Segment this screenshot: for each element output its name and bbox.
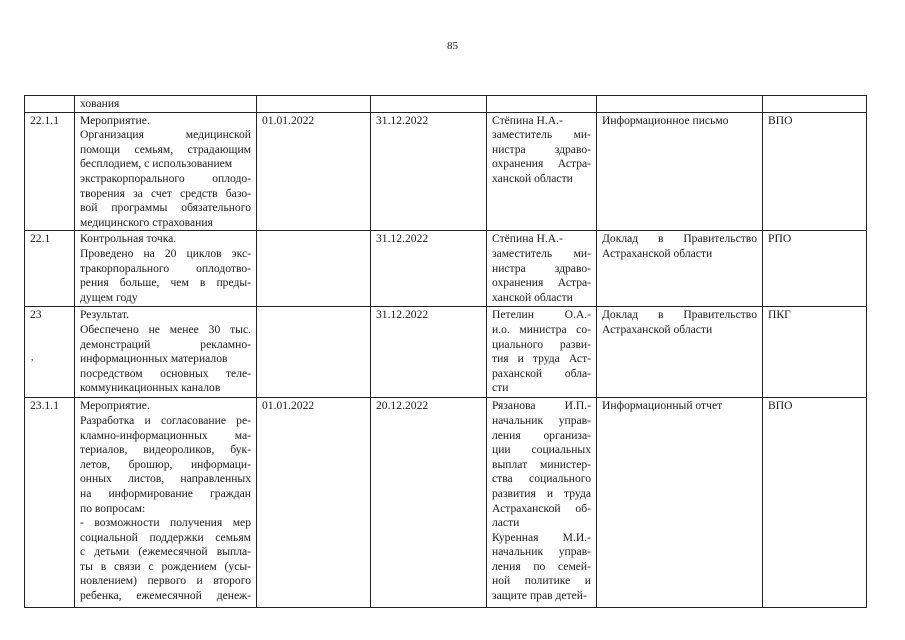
- event-cell-line: Организация медицинской: [80, 128, 251, 142]
- responsible-cell: [487, 398, 597, 608]
- responsible-cell-line: развития и труда: [492, 486, 591, 500]
- table-row: [25, 231, 867, 307]
- event-cell-line: ты в связи с рождением (усы-: [80, 559, 251, 573]
- start-date-cell: [257, 307, 371, 398]
- document-cell: [597, 231, 763, 307]
- responsible-cell-line: и.о. министра со-: [492, 322, 591, 336]
- table-row: [25, 112, 867, 231]
- event-cell-line: на информирование граждан: [80, 486, 251, 500]
- event-cell-line: посредством основных теле-: [80, 366, 251, 380]
- responsible-cell-line: ханской области: [492, 290, 573, 304]
- item-number-cell: 22.1.1: [25, 112, 75, 231]
- event-cell-line: бесплодием, с использованием: [80, 157, 233, 171]
- end-date-cell: 31.12.2022: [371, 112, 487, 231]
- responsible-cell: [487, 112, 597, 231]
- document-cell-line: Доклад в Правительство: [602, 308, 757, 322]
- table-row: [25, 307, 867, 398]
- event-cell: [75, 112, 257, 231]
- event-cell-line: - возможности получения мер: [80, 516, 251, 530]
- event-cell-line: тракорпорального оплодотво-: [80, 261, 251, 275]
- responsible-cell-line: ции социальных: [492, 443, 591, 457]
- end-date-cell: 31.12.2022: [371, 231, 487, 307]
- event-cell-line: онных листов, направленных: [80, 472, 251, 486]
- start-date-cell: 01.01.2022: [257, 398, 371, 608]
- stray-mark: ,: [31, 352, 34, 363]
- event-cell-line: териалов, видеороликов, бук-: [80, 443, 251, 457]
- event-cell: [75, 231, 257, 307]
- responsible-cell-line: выплат министер-: [492, 457, 591, 471]
- event-cell-line: дущем году: [80, 290, 138, 304]
- event-cell-line: кламно-информационных ма-: [80, 428, 251, 442]
- event-cell-line: Контрольная точка.: [80, 232, 177, 246]
- document-cell-line: Доклад в Правительство: [602, 232, 757, 246]
- event-cell-line: Обеспечено не менее 30 тыс.: [80, 322, 251, 336]
- item-number-cell: [25, 96, 75, 113]
- responsible-cell-line: Петелин О.А.-: [492, 308, 591, 322]
- responsible-cell-line: Куренная М.И.-: [492, 530, 591, 544]
- code-cell: ВПО: [763, 398, 867, 608]
- responsible-cell-line: нистра здраво-: [492, 261, 591, 275]
- event-cell-line: медицинского страхования: [80, 215, 213, 229]
- responsible-cell: [487, 231, 597, 307]
- page-number: 85: [447, 40, 458, 52]
- responsible-cell: [487, 307, 597, 398]
- event-cell-line: Мероприятие.: [80, 113, 150, 127]
- start-date-cell: 01.01.2022: [257, 112, 371, 231]
- event-cell-line: новлением) первого и второго: [80, 574, 251, 588]
- document-cell: [597, 398, 763, 608]
- event-cell-line: информационных материалов: [80, 352, 228, 366]
- event-cell-line: Разработка и согласование ре-: [80, 413, 251, 427]
- event-cell: [75, 398, 257, 608]
- item-number-cell: 23.1.1: [25, 398, 75, 608]
- end-date-cell: [371, 96, 487, 113]
- event-cell-line: хования: [80, 97, 120, 110]
- end-date-cell: 31.12.2022: [371, 307, 487, 398]
- responsible-cell-line: заместитель ми-: [492, 128, 591, 142]
- event-cell-line: Проведено на 20 циклов экс-: [80, 246, 251, 260]
- event-cell-line: помощи семьям, страдающим: [80, 142, 251, 156]
- responsible-cell-line: охранения Астра-: [492, 157, 591, 171]
- start-date-cell: [257, 231, 371, 307]
- responsible-cell-line: ханской области: [492, 171, 573, 185]
- responsible-cell-line: Астраханской об-: [492, 501, 591, 515]
- document-cell: [597, 96, 763, 113]
- responsible-cell-line: ления организа-: [492, 428, 591, 442]
- event-cell-line: вой программы обязательного: [80, 201, 251, 215]
- document-cell: [597, 307, 763, 398]
- responsible-cell-line: Стёпина Н.А.-: [492, 113, 563, 127]
- event-cell-line: ребенка, ежемесячной денеж-: [80, 589, 251, 603]
- document-cell-line: Информационный отчет: [602, 399, 723, 413]
- end-date-cell: 20.12.2022: [371, 398, 487, 608]
- responsible-cell-line: ной политике и: [492, 574, 591, 588]
- start-date-cell: [257, 96, 371, 113]
- event-cell-line: экстракорпорального оплодо-: [80, 171, 251, 185]
- responsible-cell-line: циального разви-: [492, 337, 591, 351]
- event-cell-line: Мероприятие.: [80, 399, 150, 413]
- responsible-cell-line: охранения Астра-: [492, 276, 591, 290]
- event-cell-line: по вопросам:: [80, 501, 146, 515]
- code-cell: ПКГ: [763, 307, 867, 398]
- table-row: [25, 398, 867, 608]
- document-cell-line: Астраханской области: [602, 246, 713, 260]
- responsible-cell-line: нистра здраво-: [492, 142, 591, 156]
- responsible-cell-line: сти: [492, 381, 509, 395]
- responsible-cell-line: защите прав детей-: [492, 589, 587, 603]
- responsible-cell-line: Стёпина Н.А.-: [492, 232, 563, 246]
- item-number-cell: 22.1: [25, 231, 75, 307]
- responsible-cell-line: начальник управ-: [492, 413, 591, 427]
- responsible-cell-line: Рязанова И.П.-: [492, 399, 591, 413]
- event-cell-line: творения за счет средств базо-: [80, 186, 251, 200]
- code-cell: РПО: [763, 231, 867, 307]
- responsible-cell-line: тия и труда Аст-: [492, 352, 591, 366]
- event-cell-line: с детьми (ежемесячной выпла-: [80, 545, 251, 559]
- event-cell-line: летов, брошюр, информаци-: [80, 457, 251, 471]
- code-cell: [763, 96, 867, 113]
- table-body: [25, 96, 867, 608]
- responsible-cell-line: ления по семей-: [492, 559, 591, 573]
- event-cell: [75, 96, 257, 113]
- event-cell: [75, 307, 257, 398]
- document-cell-line: Информационное письмо: [602, 113, 729, 127]
- responsible-cell-line: ства социального: [492, 472, 591, 486]
- event-cell-line: Результат.: [80, 308, 129, 322]
- responsible-cell-line: начальник управ-: [492, 545, 591, 559]
- event-cell-line: социальной поддержки семьям: [80, 530, 251, 544]
- plan-table: [24, 95, 867, 608]
- responsible-cell-line: раханской обла-: [492, 366, 591, 380]
- responsible-cell-line: ласти: [492, 516, 520, 530]
- document-cell: [597, 112, 763, 231]
- code-cell: ВПО: [763, 112, 867, 231]
- item-number-cell: 23: [25, 307, 75, 398]
- event-cell-line: рения больше, чем в преды-: [80, 276, 251, 290]
- event-cell-line: коммуникационных каналов: [80, 381, 221, 395]
- responsible-cell-line: заместитель ми-: [492, 246, 591, 260]
- table-row: [25, 96, 867, 113]
- document-cell-line: Астраханской области: [602, 322, 713, 336]
- event-cell-line: демонстраций рекламно-: [80, 337, 251, 351]
- responsible-cell: [487, 96, 597, 113]
